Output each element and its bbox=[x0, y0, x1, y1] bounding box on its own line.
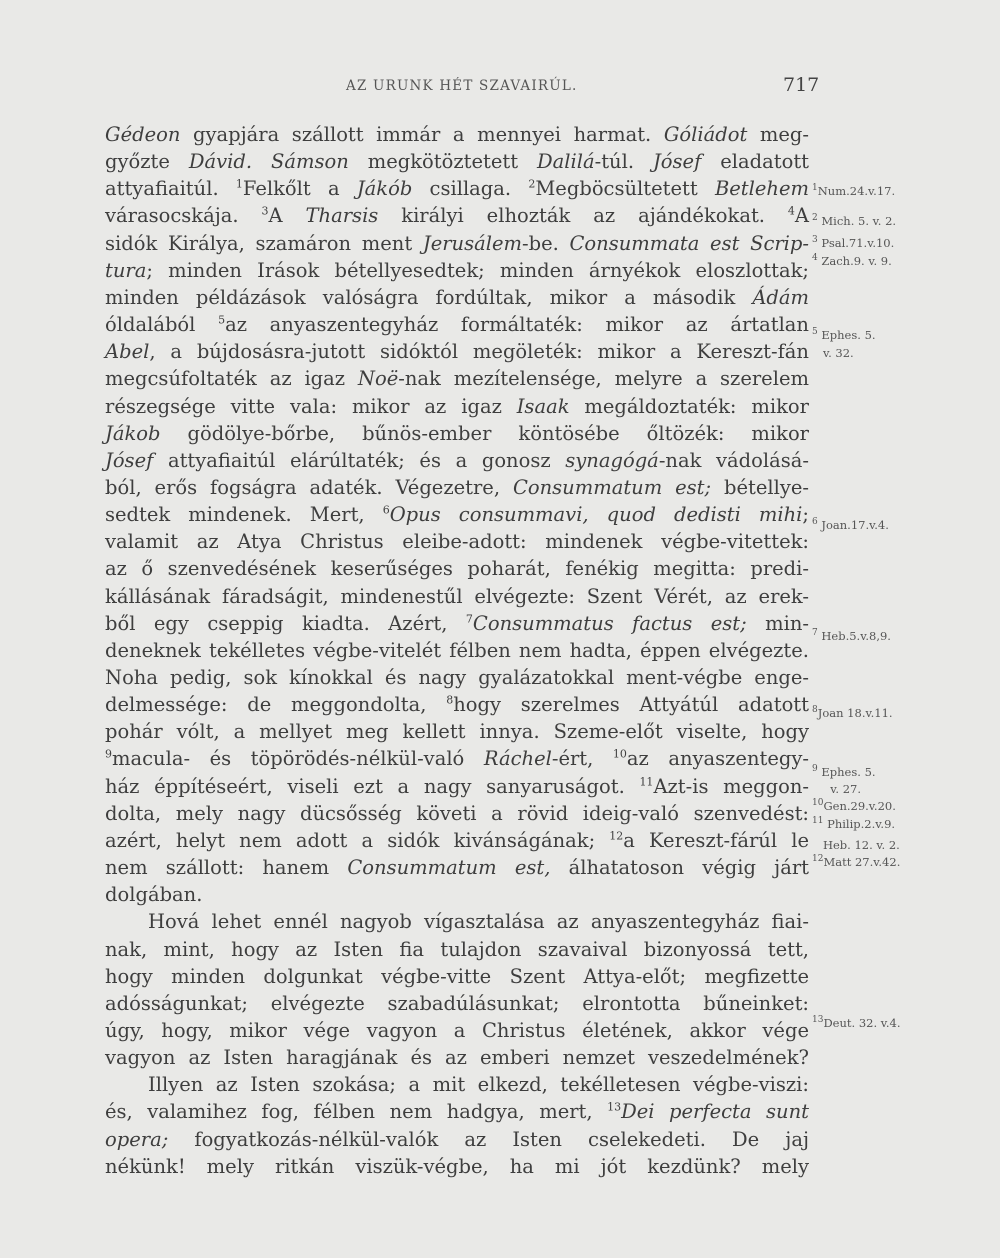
text-line: Abel, a bújdosásra-jutott sidóktól megöleték: mikor a Kereszt-fán bbox=[105, 340, 809, 364]
text-line: óldalából $^5$az anyaszentegyház formáltaték: mikor az ártatlan bbox=[105, 313, 809, 336]
text-line: Jósef attyafiaitúl elárúltaték; és a gonosz synagógá-nak vádolásá- bbox=[105, 448, 809, 472]
text-line: dolgában. bbox=[105, 883, 203, 907]
page-header bbox=[0, 74, 1000, 100]
margin-reference: $^7$ Heb.5.v.8,9. bbox=[812, 628, 891, 643]
page-number: 717 bbox=[783, 74, 820, 96]
text-line: kállásának fáradságit, mindenestűl elvégezte: Szent Vérét, az erek- bbox=[105, 584, 809, 608]
text-line: delmessége: de meggondolta, $^8$hogy szerelmes Attyátúl adatott bbox=[105, 693, 809, 717]
margin-reference: v. 32. bbox=[812, 346, 854, 360]
text-line: nékünk! mely ritkán viszük-végbe, ha mi jót kezdünk? mely bbox=[105, 1154, 809, 1178]
text-line: ból, erős fogságra adaték. Végezetre, Consummatum est; bétellye- bbox=[105, 475, 810, 499]
margin-reference: $^{10}$Gen.29.v.20. bbox=[812, 798, 896, 813]
margin-reference: $^8$Joan 18.v.11. bbox=[812, 705, 893, 720]
running-head: AZ URUNK HÉT SZAVAIRÚL. bbox=[346, 78, 578, 94]
text-line: nem szállott: hanem Consummatum est, álhatatoson végig járt bbox=[105, 856, 810, 879]
text-line: attyafiaitúl. $^1$Felkőlt a Jákób csillaga. $^2$Megböcsültetett Betlehem bbox=[105, 177, 810, 201]
margin-reference: Heb. 12. v. 2. bbox=[812, 838, 900, 852]
margin-reference: $^{11}$ Philip.2.v.9. bbox=[812, 816, 896, 831]
margin-reference: $^4$ Zach.9. v. 9. bbox=[812, 253, 892, 268]
margin-reference: $^1$Num.24.v.17. bbox=[812, 183, 896, 198]
margin-reference: $^2$ Mich. 5. v. 2. bbox=[812, 213, 897, 228]
text-line: sedtek mindenek. Mert, $^6$Opus consummavi, quod dedisti mihi; bbox=[105, 503, 809, 527]
margin-reference: $^{13}$Deut. 32. v.4. bbox=[812, 1015, 901, 1030]
text-line: az ő szenvedésének keserűséges poharát, fenékig megitta: predi- bbox=[105, 557, 809, 581]
text-line: sidók Királya, szamáron ment Jerusálem-be. Consummata est Scrip- bbox=[105, 231, 809, 255]
text-line: dolta, mely nagy dücsősség követi a rövid ideig-való szenvedést: bbox=[105, 801, 809, 825]
text-line: $^9$macula- és töpörödés-nélkül-való Ráchel-ért, $^{10}$az anyaszentegy- bbox=[105, 747, 809, 771]
text-line: úgy, hogy, mikor vége vagyon a Christus életének, akkor vége bbox=[105, 1018, 809, 1042]
text-line: deneknek tekélletes végbe-vitelét félben nem hadta, éppen elvégezte. bbox=[105, 638, 809, 662]
text-line: ház éppítéseért, viseli ezt a nagy sanyaruságot. $^{11}$Azt-is meggon- bbox=[105, 774, 809, 798]
text-line: tura; minden Irások bétellyesedtek; minden árnyékok eloszlottak; bbox=[105, 258, 809, 282]
text-line: megcsúfoltaték az igaz Noë-nak mezítelensége, melyre a szerelem bbox=[105, 367, 809, 391]
margin-reference: $^9$ Ephes. 5. bbox=[812, 764, 876, 779]
margin-reference: $^3$ Psal.71.v.10. bbox=[812, 235, 895, 250]
text-line: nak, mint, hogy az Isten fia tulajdon szavaival bizonyossá tett, bbox=[105, 937, 809, 961]
text-line: adósságunkat; elvégezte szabadúlásunkat; elrontotta bűneinket: bbox=[105, 991, 809, 1015]
text-line: és, valamihez fog, félben nem hadgya, mert, $^{13}$Dei perfecta sunt bbox=[105, 1100, 809, 1124]
text-line: győzte Dávid. Sámson megkötöztetett Dalilá-túl. Jósef eladatott bbox=[105, 150, 809, 174]
text-line: részegsége vitte vala: mikor az igaz Isaak megáldoztaték: mikor bbox=[105, 394, 809, 418]
margin-reference: v. 27. bbox=[812, 782, 862, 796]
text-line: várasocskája. $^3$A Tharsis királyi elhozták az ajándékokat. $^4$A bbox=[105, 204, 810, 228]
text-line: Hová lehet ennél nagyob vígasztalása az anyaszentegyház fiai- bbox=[148, 910, 809, 934]
text-line: Jákob gödölye-bőrbe, bűnös-ember köntösébe őltözék: mikor bbox=[105, 421, 809, 445]
margin-reference: $^{12}$Matt 27.v.42. bbox=[812, 854, 901, 869]
text-line: Gédeon gyapjára szállott immár a mennyei harmat. Góliádot meg- bbox=[105, 123, 809, 146]
margin-reference: $^6$ Joan.17.v.4. bbox=[812, 517, 889, 532]
text-line: Illyen az Isten szokása; a mit elkezd, tekélletesen végbe-viszi: bbox=[148, 1073, 809, 1097]
margin-reference: $^5$ Ephes. 5. bbox=[812, 327, 876, 342]
text-line: opera; fogyatkozás-nélkül-valók az Isten cselekedeti. De jaj bbox=[105, 1127, 809, 1151]
text-line: azért, helyt nem adott a sidók kivánságának; $^{12}$a Kereszt-fárúl le bbox=[105, 828, 809, 852]
text-line: hogy minden dolgunkat végbe-vitte Szent Attya-előt; megfizette bbox=[105, 964, 809, 988]
text-line: Noha pedig, sok kínokkal és nagy gyalázatokkal ment-végbe enge- bbox=[105, 666, 809, 689]
text-line: minden példázások valóságra fordúltak, mikor a második Ádám bbox=[105, 285, 809, 309]
text-line: valamit az Atya Christus eleibe-adott: mindenek végbe-vitettek: bbox=[105, 530, 809, 554]
text-line: ből egy cseppig kiadta. Azért, $^7$Consummatus factus est; min- bbox=[105, 611, 810, 635]
text-line: vagyon az Isten haragjának és az emberi nemzet veszedelmének? bbox=[105, 1046, 809, 1070]
text-line: pohár vólt, a mellyet meg kellett innya. Szeme-előt viselte, hogy bbox=[105, 720, 809, 744]
